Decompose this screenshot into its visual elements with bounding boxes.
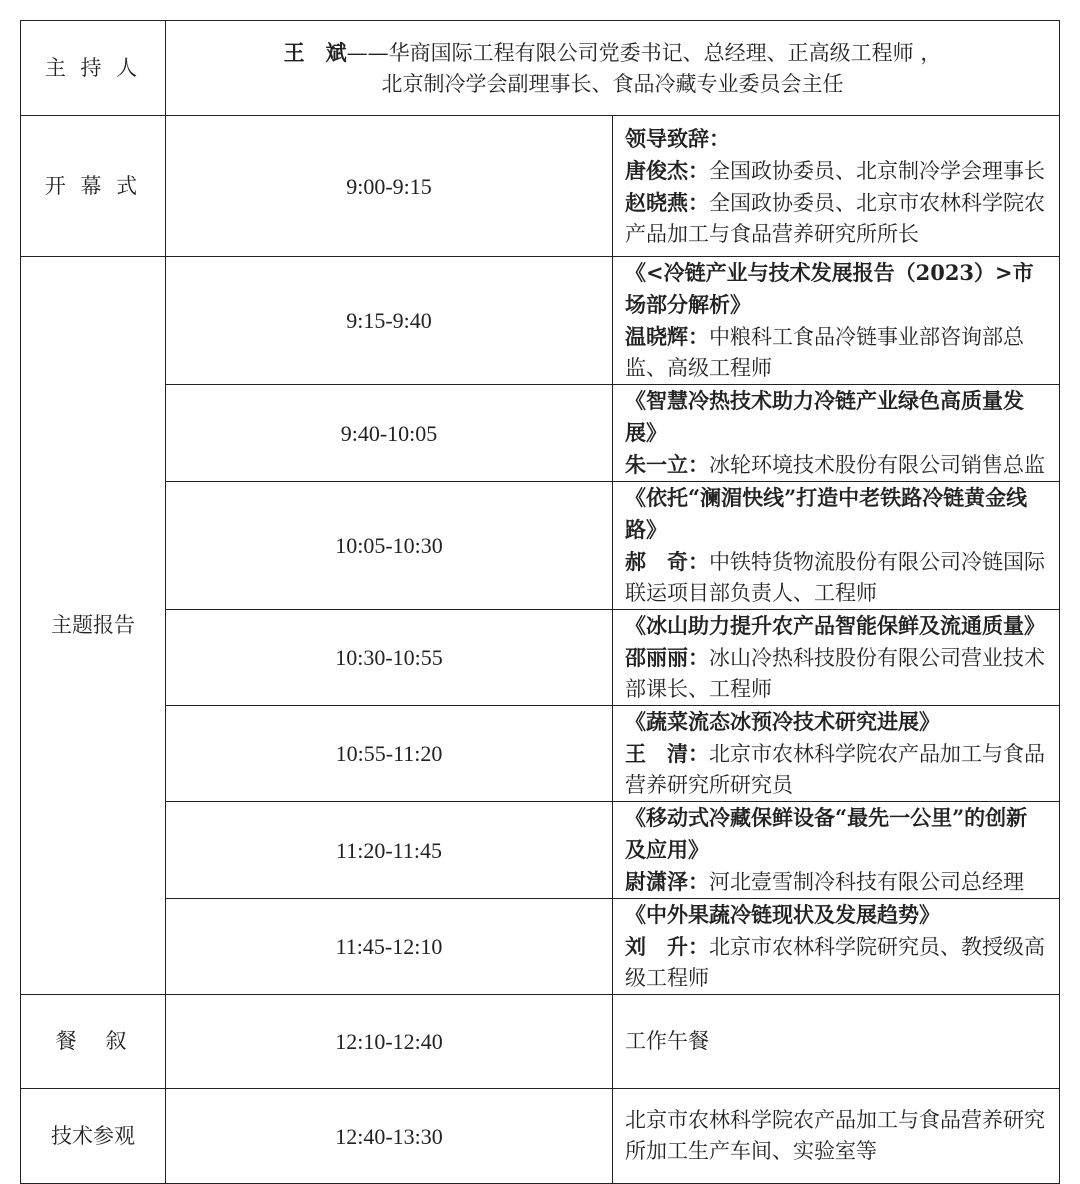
opening-time: 9:00-9:15 xyxy=(166,116,613,257)
report-speaker-desc: 中粮科工食品冷链事业部咨询部总监、高级工程师 xyxy=(625,325,1024,380)
opening-row xyxy=(21,116,1060,257)
report-speaker: 王 清： xyxy=(625,741,709,766)
tour-content: 北京市农林科学院农产品加工与食品营养研究所加工生产车间、实验室等 xyxy=(613,1089,1060,1184)
report-speaker-desc: 北京市农林科学院研究员、教授级高级工程师 xyxy=(625,935,1045,990)
report-row xyxy=(21,257,1060,385)
opening-label: 开 幕 式 xyxy=(21,116,166,257)
speaker-name: 唐俊杰： xyxy=(625,157,709,183)
report-content xyxy=(613,706,1060,802)
host-info xyxy=(166,21,1060,116)
lunch-label: 餐 叙 xyxy=(21,995,166,1089)
report-title: 《蔬菜流态冰预冷技术研究进展》 xyxy=(625,709,940,734)
report-speaker: 温晓辉： xyxy=(625,324,709,349)
lunch-row xyxy=(21,995,1060,1089)
report-title: 《智慧冷热技术助力冷链产业绿色高质量发展》 xyxy=(625,388,1024,445)
report-speaker-desc: 河北壹雪制冷科技有限公司总经理 xyxy=(709,870,1024,894)
report-time: 10:30-10:55 xyxy=(166,610,613,706)
opening-content xyxy=(613,116,1060,257)
report-time: 11:45-12:10 xyxy=(166,899,613,995)
tour-row xyxy=(21,1089,1060,1184)
report-time: 10:55-11:20 xyxy=(166,706,613,802)
host-line2: 北京制冷学会副理事长、食品冷藏专业委员会主任 xyxy=(381,71,844,96)
opening-heading: 领导致辞： xyxy=(625,125,730,151)
report-row xyxy=(21,899,1060,995)
report-row xyxy=(21,706,1060,802)
report-title: 《依托“澜湄快线”打造中老铁路冷链黄金线路》 xyxy=(625,485,1028,542)
agenda-table xyxy=(20,20,1060,1184)
report-speaker: 邵丽丽： xyxy=(625,645,709,670)
report-content xyxy=(613,385,1060,482)
speaker-desc: 全国政协委员、北京制冷学会理事长 xyxy=(709,158,1045,183)
reports-label: 主题报告 xyxy=(21,257,166,995)
report-content xyxy=(613,610,1060,706)
report-content xyxy=(613,482,1060,610)
report-speaker: 朱一立： xyxy=(625,452,709,477)
host-name: 王 斌 xyxy=(283,39,347,65)
report-time: 10:05-10:30 xyxy=(166,482,613,610)
report-time: 9:40-10:05 xyxy=(166,385,613,482)
report-title: 《冰山助力提升农产品智能保鲜及流通质量》 xyxy=(625,613,1045,638)
report-row xyxy=(21,610,1060,706)
report-speaker-desc: 北京市农林科学院农产品加工与食品营养研究所研究员 xyxy=(625,742,1045,797)
report-title: 《移动式冷藏保鲜设备“最先一公里”的创新及应用》 xyxy=(625,805,1028,862)
speaker-desc: 全国政协委员、北京市农林科学院农产品加工与食品营养研究所所长 xyxy=(625,190,1045,246)
host-line1: ——华商国际工程有限公司党委书记、总经理、正高级工程师 ， xyxy=(346,40,942,65)
tour-time: 12:40-13:30 xyxy=(166,1089,613,1184)
report-content xyxy=(613,257,1060,385)
report-speaker-desc: 冰山冷热科技股份有限公司营业技术部课长、工程师 xyxy=(625,646,1045,701)
report-speaker-desc: 冰轮环境技术股份有限公司销售总监 xyxy=(709,453,1045,477)
report-title: 《中外果蔬冷链现状及发展趋势》 xyxy=(625,902,940,927)
report-content xyxy=(613,899,1060,995)
host-label: 主 持 人 xyxy=(21,21,166,116)
host-row xyxy=(21,21,1060,116)
report-time: 11:20-11:45 xyxy=(166,802,613,899)
report-title: 《<冷链产业与技术发展报告（2023）>市场部分解析》 xyxy=(625,260,1034,317)
report-speaker: 尉潇泽： xyxy=(625,869,709,894)
lunch-time: 12:10-12:40 xyxy=(166,995,613,1089)
tour-label: 技术参观 xyxy=(21,1089,166,1184)
report-time: 9:15-9:40 xyxy=(166,257,613,385)
report-speaker-desc: 中铁特货物流股份有限公司冷链国际联运项目部负责人、工程师 xyxy=(625,550,1045,605)
report-row xyxy=(21,802,1060,899)
speaker-name: 赵晓燕： xyxy=(625,189,709,215)
report-row xyxy=(21,482,1060,610)
report-speaker: 郝 奇： xyxy=(625,549,709,574)
report-speaker: 刘 升： xyxy=(625,934,709,959)
report-row xyxy=(21,385,1060,482)
report-content xyxy=(613,802,1060,899)
lunch-content: 工作午餐 xyxy=(613,995,1060,1089)
